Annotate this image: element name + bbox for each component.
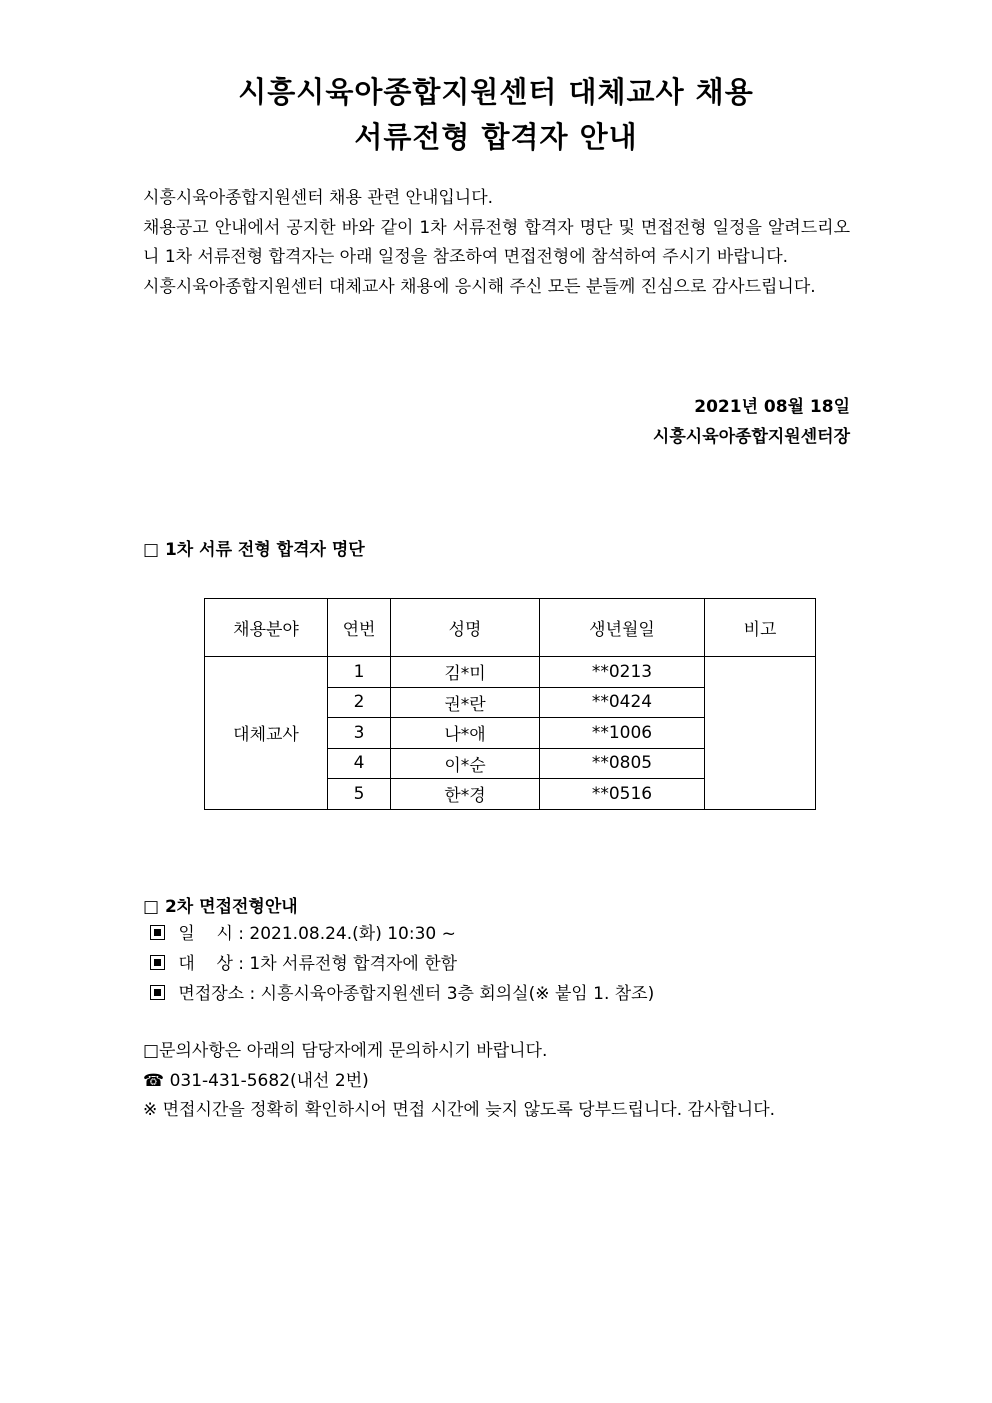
notice-date: 2021년 08월 18일	[694, 397, 850, 417]
info-value: : 1차 서류전형 합격자에 한함	[238, 954, 458, 974]
number-cell: 3	[328, 718, 391, 749]
birthdate-cell: **0516	[540, 779, 705, 810]
birthdate-cell: **0805	[540, 748, 705, 779]
section-heading-document-pass: □ 1차 서류 전형 합격자 명단	[143, 540, 365, 560]
header-number: 연번	[328, 599, 391, 657]
intro-text	[143, 184, 850, 302]
number-cell: 4	[328, 748, 391, 779]
number-cell: 5	[328, 779, 391, 810]
filled-square-bullet-icon	[150, 985, 165, 1000]
number-cell: 2	[328, 687, 391, 718]
contact-phone: ☎ 031-431-5682(내선 2번)	[143, 1070, 369, 1091]
table-row	[205, 657, 816, 688]
intro-paragraph-1: 시흥시육아종합지원센터 채용 관련 안내입니다.	[143, 188, 494, 208]
header-note: 비고	[705, 599, 816, 657]
name-cell: 이*순	[391, 748, 540, 779]
interview-info-place	[150, 979, 654, 1009]
name-cell: 김*미	[391, 657, 540, 688]
contact-notice: □문의사항은 아래의 담당자에게 문의하시기 바랍니다.	[143, 1041, 548, 1061]
info-value: : 2021.08.24.(화) 10:30 ~	[238, 924, 456, 944]
interview-info-date	[150, 919, 654, 949]
header-field: 채용분야	[205, 599, 328, 657]
field-cell: 대체교사	[205, 657, 328, 810]
birthdate-cell: **0213	[540, 657, 705, 688]
intro-paragraph-2: 채용공고 안내에서 공지한 바와 같이 1차 서류전형 합격자 명단 및 면접전형 일정을 알려드리오니 1차 서류전형 합격자는 아래 일정을 참조하여 면접전형에 참석하여 주시기 바랍니다.	[143, 217, 850, 267]
intro-paragraph-3: 시흥시육아종합지원센터 대체교사 채용에 응시해 주신 모든 분들께 진심으로 감사드립니다.	[143, 276, 816, 297]
birthdate-cell: **0424	[540, 687, 705, 718]
issuer-name: 시흥시육아종합지원센터장	[652, 427, 850, 447]
name-cell: 나*애	[391, 718, 540, 749]
note-cell	[705, 657, 816, 810]
number-cell: 1	[328, 657, 391, 688]
interview-info-target	[150, 949, 654, 979]
name-cell: 권*란	[391, 687, 540, 718]
info-label: 면접장소	[178, 984, 245, 1004]
header-name: 성명	[391, 599, 540, 657]
pass-list-table	[204, 598, 816, 810]
name-cell: 한*경	[391, 779, 540, 810]
birthdate-cell: **1006	[540, 718, 705, 749]
interview-info-list	[150, 919, 654, 1009]
table-header-row	[205, 599, 816, 657]
info-label: 일 시	[178, 924, 233, 944]
page-title-line2: 서류전형 합격자 안내	[354, 120, 638, 154]
filled-square-bullet-icon	[150, 955, 165, 970]
filled-square-bullet-icon	[150, 925, 165, 940]
info-value: : 시흥시육아종합지원센터 3층 회의실(※ 붙임 1. 참조)	[249, 984, 655, 1004]
section-heading-interview: □ 2차 면접전형안내	[143, 897, 298, 917]
page-title-line1: 시흥시육아종합지원센터 대체교사 채용	[238, 75, 754, 109]
contact-info	[143, 1037, 775, 1126]
info-label: 대 상	[178, 954, 233, 974]
closing-note: ※ 면접시간을 정확히 확인하시어 면접 시간에 늦지 않도록 당부드립니다. 감사합니다.	[143, 1100, 776, 1120]
header-birthdate: 생년월일	[540, 599, 705, 657]
